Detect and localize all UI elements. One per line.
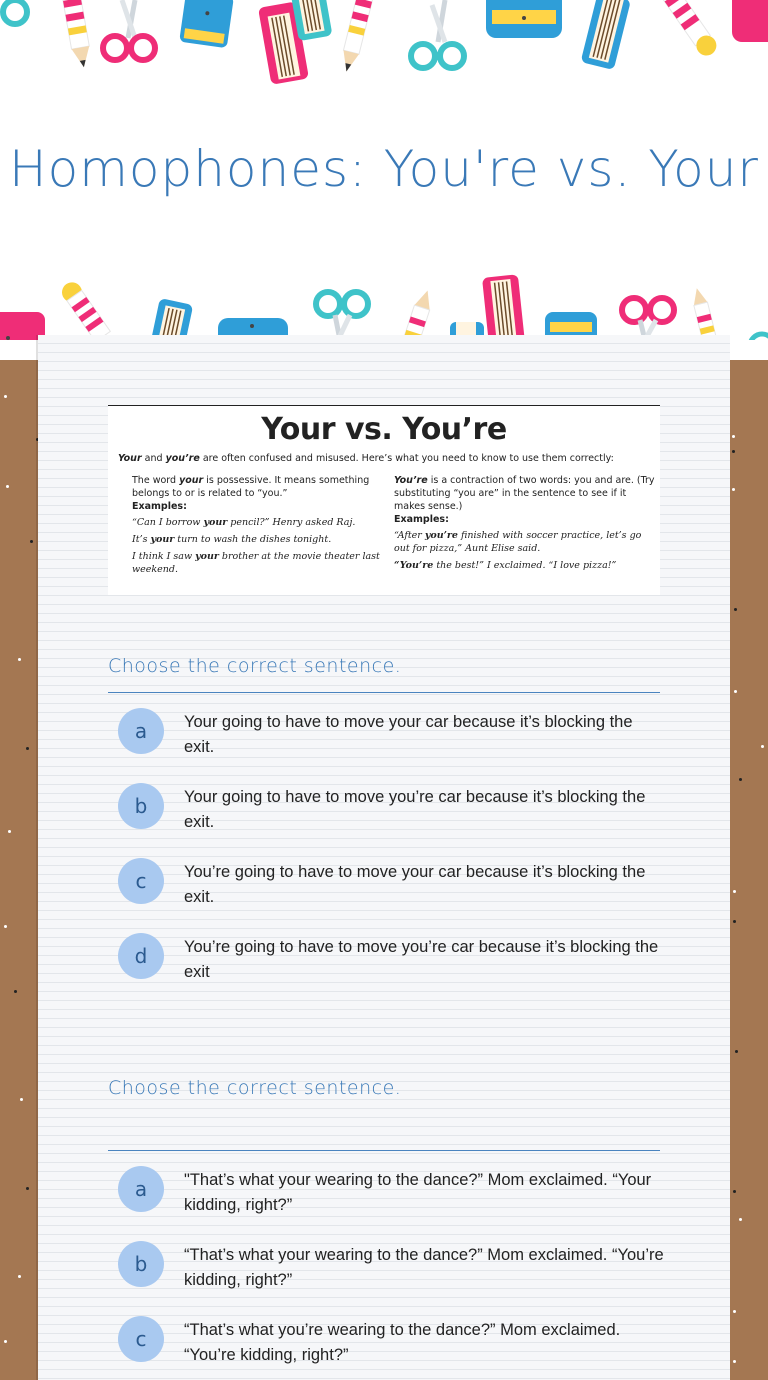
option-text[interactable]: Your going to have to move your car because it’s blocking the exit.	[184, 713, 633, 756]
option-letter-badge[interactable]: c	[118, 858, 164, 904]
ring-icon	[3, 0, 27, 24]
reference-intro: Your and you’re are often confused and misused. Here’s what you need to know to use them correctly:	[118, 453, 614, 464]
reference-youre-column: You’re is a contraction of two words: you and are. (Try substituting “you are” in the sentence to see if it makes sense.) Examples: “After you’re finished with soccer practice, let’s go out for pizza,” Aunt Elise said. “You’re the best!” I exclaimed. “I love pizza!”	[394, 475, 655, 571]
scissors-icon	[622, 298, 674, 340]
pencil-icon	[690, 287, 720, 340]
reference-image	[108, 405, 660, 595]
school-supplies-banner-bottom	[0, 270, 768, 340]
page-title: Homophones: You're vs. Your	[9, 140, 759, 198]
question-1-option-a[interactable]	[118, 708, 668, 760]
option-text[interactable]: “That’s what your wearing to the dance?” Mom exclaimed. “You’re kidding, right?”	[184, 1246, 664, 1289]
option-text[interactable]: “That’s what you’re wearing to the dance?” Mom exclaimed. “You’re kidding, right?”	[184, 1321, 621, 1364]
question-2-option-a[interactable]	[118, 1166, 668, 1218]
option-letter-badge[interactable]: c	[118, 1316, 164, 1362]
pencil-case-icon	[732, 0, 768, 42]
option-letter-badge[interactable]: b	[118, 783, 164, 829]
option-letter-badge[interactable]: a	[118, 1166, 164, 1212]
option-text[interactable]: You’re going to have to move you’re car because it’s blocking the exit	[184, 938, 659, 981]
pencil-case-icon	[486, 0, 562, 38]
option-letter-badge[interactable]: a	[118, 708, 164, 754]
option-text[interactable]: Your going to have to move you’re car because it’s blocking the exit.	[184, 788, 646, 831]
reference-your-column: The word your is possessive. It means something belongs to or is related to “you.” Examples: “Can I borrow your pencil?” Henry asked Raj. It’s your turn to wash the dishes tonight. I think I saw your brother at the movie theater last weekend.	[132, 475, 380, 575]
cork-board-right	[729, 360, 768, 1380]
option-text[interactable]: You’re going to have to move your car because it’s blocking the exit.	[184, 863, 646, 906]
book-icon	[482, 274, 526, 340]
book-icon	[148, 298, 194, 340]
book-icon	[581, 0, 631, 70]
reference-heading: Your vs. You’re	[261, 412, 507, 447]
question-1-option-d[interactable]	[118, 933, 668, 985]
question-2-prompt: Choose the correct sentence.	[108, 1077, 402, 1099]
option-letter-badge[interactable]: d	[118, 933, 164, 979]
scissors-icon	[316, 292, 368, 340]
pencil-icon	[659, 0, 720, 59]
option-text[interactable]: "That’s what your wearing to the dance?” Mom exclaimed. “Your kidding, right?”	[184, 1171, 652, 1214]
option-letter-badge[interactable]: b	[118, 1241, 164, 1287]
scissors-icon	[103, 0, 155, 60]
ring-icon	[750, 334, 768, 340]
question-2-divider	[108, 1150, 660, 1151]
pencil-icon	[399, 288, 435, 340]
school-supplies-banner-top	[0, 0, 768, 95]
question-1-option-b[interactable]	[118, 783, 668, 835]
pencil-icon	[62, 0, 93, 69]
pencil-icon	[339, 0, 374, 73]
question-1-prompt: Choose the correct sentence.	[108, 655, 402, 677]
scissors-icon	[411, 0, 464, 68]
question-2-option-b[interactable]	[118, 1241, 668, 1293]
pencil-case-icon	[179, 0, 234, 48]
question-1-option-c[interactable]	[118, 858, 668, 910]
question-1-divider	[108, 692, 660, 693]
question-2-option-c[interactable]	[118, 1316, 668, 1368]
cork-board-left	[0, 360, 40, 1380]
pencil-icon	[58, 278, 111, 340]
